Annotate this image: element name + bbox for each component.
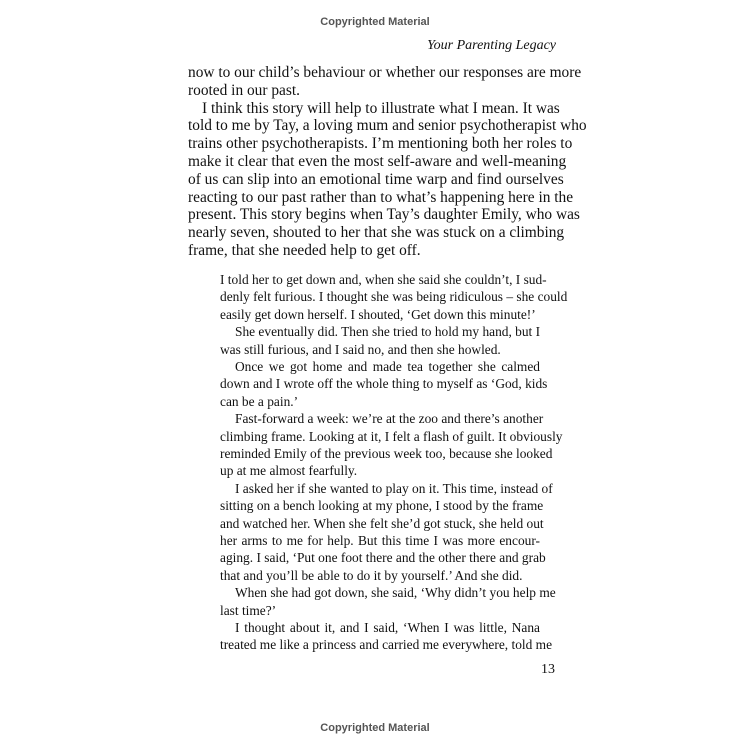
text-line: When she had got down, she said, ‘Why didn’t you help me bbox=[235, 585, 556, 601]
text-line: that and you’ll be able to do it by yourself.’ And she did. bbox=[220, 567, 523, 583]
text-line: sitting on a bench looking at my phone, I stood by the frame bbox=[220, 498, 544, 514]
text-line: up at me almost fearfully. bbox=[220, 463, 358, 479]
text-line: Fast-forward a week: we’re at the zoo and there’s another bbox=[235, 411, 544, 427]
page-number: 13 bbox=[541, 662, 555, 677]
text-line: can be a pain.’ bbox=[220, 393, 299, 409]
text-line: make it clear that even the most self-aware and well-meaning bbox=[188, 153, 567, 170]
text-line: her arms to me for help. But this time I was more encour- bbox=[220, 533, 540, 548]
text-line: Once we got home and made tea together she calmed bbox=[235, 359, 540, 374]
text-line: treated me like a princess and carried me everywhere, told me bbox=[220, 637, 553, 653]
text-line: reminded Emily of the previous week too, because she looked bbox=[220, 446, 553, 461]
text-line: trains other psychotherapists. I’m mentioning both her roles to bbox=[188, 135, 573, 153]
text-line: down and I wrote off the whole thing to myself as ‘God, kids bbox=[220, 376, 548, 392]
text-line: She eventually did. Then she tried to hold my hand, but I bbox=[235, 324, 541, 340]
text-line: nearly seven, shouted to her that she was stuck on a climbing bbox=[188, 224, 565, 242]
text-line: and watched her. When she felt she’d got stuck, she held out bbox=[220, 515, 544, 531]
text-line: easily get down herself. I shouted, ‘Get down this minute!’ bbox=[220, 306, 536, 322]
text-line: told to me by Tay, a loving mum and senior psychotherapist who bbox=[188, 117, 587, 135]
text-line: rooted in our past. bbox=[188, 81, 300, 99]
copyright-watermark-top: Copyrighted Material bbox=[320, 16, 430, 28]
text-line: I told her to get down and, when she said she couldn’t, I sud- bbox=[220, 272, 547, 287]
text-line: was still furious, and I said no, and then she howled. bbox=[220, 341, 501, 357]
text-line: last time?’ bbox=[220, 602, 277, 618]
text-line: climbing frame. Looking at it, I felt a flash of guilt. It obviously bbox=[220, 428, 563, 444]
text-line: of us can slip into an emotional time warp and find ourselves bbox=[188, 170, 564, 188]
text-line: present. This story begins when Tay’s daughter Emily, who was bbox=[188, 206, 580, 224]
running-head: Your Parenting Legacy bbox=[427, 38, 556, 53]
text-line: frame, that she needed help to get off. bbox=[188, 242, 421, 259]
text-line: reacting to our past rather than to what’s happening here in the bbox=[188, 188, 574, 206]
text-line: I asked her if she wanted to play on it. This time, instead of bbox=[235, 480, 553, 496]
text-line: denly felt furious. I thought she was being ridiculous – she could bbox=[220, 289, 568, 305]
text-line: I think this story will help to illustrate what I mean. It was bbox=[202, 99, 560, 117]
text-line: now to our child’s behaviour or whether our responses are more bbox=[188, 64, 582, 81]
text-line: aging. I said, ‘Put one foot there and the other there and grab bbox=[220, 550, 546, 566]
text-line: I thought about it, and I said, ‘When I was little, Nana bbox=[235, 620, 540, 635]
copyright-watermark-bottom: Copyrighted Material bbox=[320, 722, 430, 734]
